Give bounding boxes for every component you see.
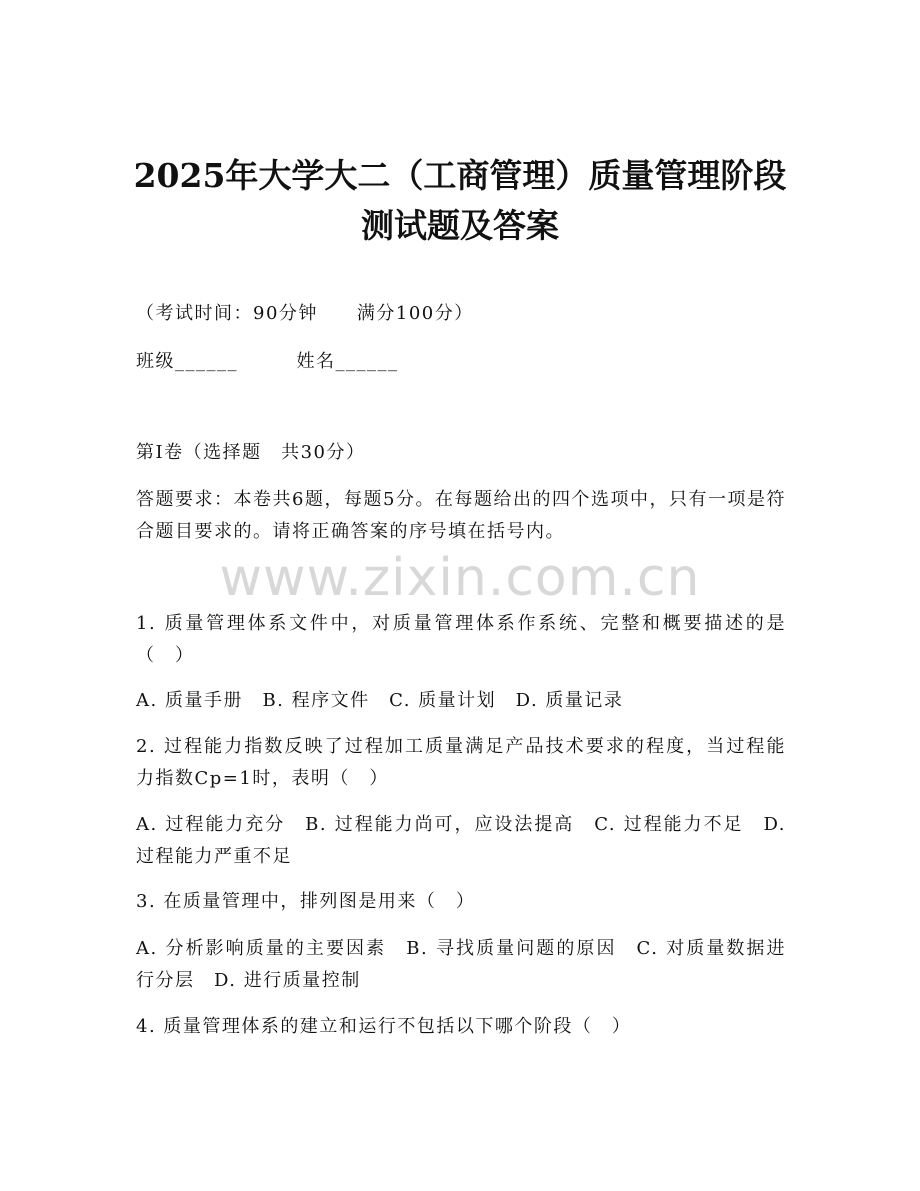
watermark: www.zixin.com.cn — [219, 548, 701, 608]
question-1-options: A. 质量手册 B. 程序文件 C. 质量计划 D. 质量记录 — [136, 690, 624, 711]
question-1-stem: 1. 质量管理体系文件中，对质量管理体系作系统、完整和概要描述的是（ ） — [136, 613, 786, 666]
question-3-stem: 3. 在质量管理中，排列图是用来（ ） — [136, 891, 476, 912]
document-title-line1: 2025年大学大二（工商管理）质量管理阶段 — [133, 156, 787, 195]
class-name-line: 班级______ 姓名______ — [136, 351, 399, 372]
question-4-stem: 4. 质量管理体系的建立和运行不包括以下哪个阶段（ ） — [136, 1016, 632, 1037]
question-2-options: A. 过程能力充分 B. 过程能力尚可，应设法提高 C. 过程能力不足 D. 过程能力严重不足 — [136, 814, 786, 867]
question-2-stem: 2. 过程能力指数反映了过程加工质量满足产品技术要求的程度，当过程能力指数Cp=1时，表明（ ） — [136, 736, 786, 789]
document-title-line2: 测试题及答案 — [361, 206, 559, 245]
section-title: 第Ⅰ卷（选择题 共30分） — [136, 442, 366, 463]
exam-info: （考试时间：90分钟 满分100分） — [136, 303, 474, 324]
question-3-options: A. 分析影响质量的主要因素 B. 寻找质量问题的原因 C. 对质量数据进行分层 D. 进行质量控制 — [136, 938, 786, 991]
instructions: 答题要求：本卷共6题，每题5分。在每题给出的四个选项中，只有一项是符合题目要求的。请将正确答案的序号填在括号内。 — [136, 489, 786, 542]
